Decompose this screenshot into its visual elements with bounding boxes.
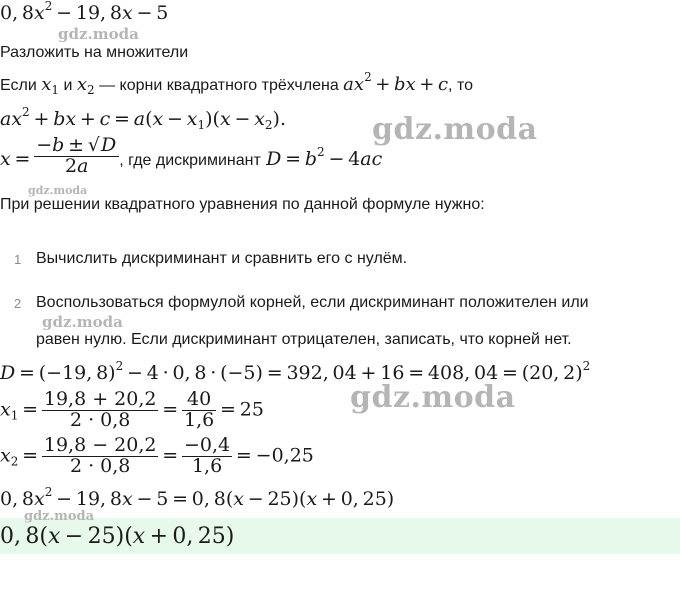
step-number: 2 bbox=[14, 296, 22, 311]
watermark: gdz.moda bbox=[350, 380, 516, 415]
watermark: gdz.moda bbox=[28, 184, 88, 197]
watermark: gdz.moda bbox=[58, 25, 139, 43]
step-text: Вычислить дискриминант и сравнить его с нулём. bbox=[36, 250, 408, 267]
watermark: gdz.moda bbox=[24, 509, 95, 524]
step-text: Воспользоваться формулой корней, если дискриминант положителен или bbox=[36, 294, 589, 311]
factorization-formula: $ax^2$ + bx + $c = a(x - x_1)(x - x_2)$. bbox=[0, 105, 286, 132]
discriminant-calculation: D = (−19, 8)$^2$ − 4 · 0, 8 · (−5) = 392, 04 + 16 = 408, 04 = (20, 2)$^2$ bbox=[0, 359, 591, 384]
watermark: gdz.moda bbox=[372, 112, 538, 147]
method-intro: При решении квадратного уравнения по данной формуле нужно: bbox=[0, 196, 485, 213]
watermark: gdz.moda bbox=[42, 313, 123, 331]
answer-expression: 0, 8(x − 25)(x + 0, 25) bbox=[0, 524, 235, 549]
roots-formula: x = $\frac{-b \pm √D}{2a}$ , где дискриминант $D = b^2 - 4ac$ bbox=[0, 136, 382, 184]
factorized-result: 0, $8x^2 - 19$, 8x − 5 = 0, 8(x − 25)(x + 0, 25) bbox=[0, 485, 395, 510]
task-instruction: Разложить на множители bbox=[0, 44, 189, 61]
theory-line-1: Если $x_1$ и $x_2$ — корни квадратного трёхчлена $ax^2$ + bx + c, то bbox=[0, 70, 473, 97]
step-text: равен нулю. Если дискриминант отрицателен, записать, что корней нет. bbox=[36, 331, 572, 348]
root-x2: $x_2$ = $\frac{19,8 - 20,2}{2 \cdot 0,8}$ = $\frac{-0,4}{1,6}$ = −0,25 bbox=[0, 434, 314, 477]
task-expression: 0, $8x^2 - 19$, 8x − 5 bbox=[0, 0, 169, 24]
step-number: 1 bbox=[14, 252, 22, 267]
root-x1: $x_1$ = $\frac{19,8 + 20,2}{2 \cdot 0,8}$ = $\frac{40}{1,6}$ = 25 bbox=[0, 388, 264, 431]
